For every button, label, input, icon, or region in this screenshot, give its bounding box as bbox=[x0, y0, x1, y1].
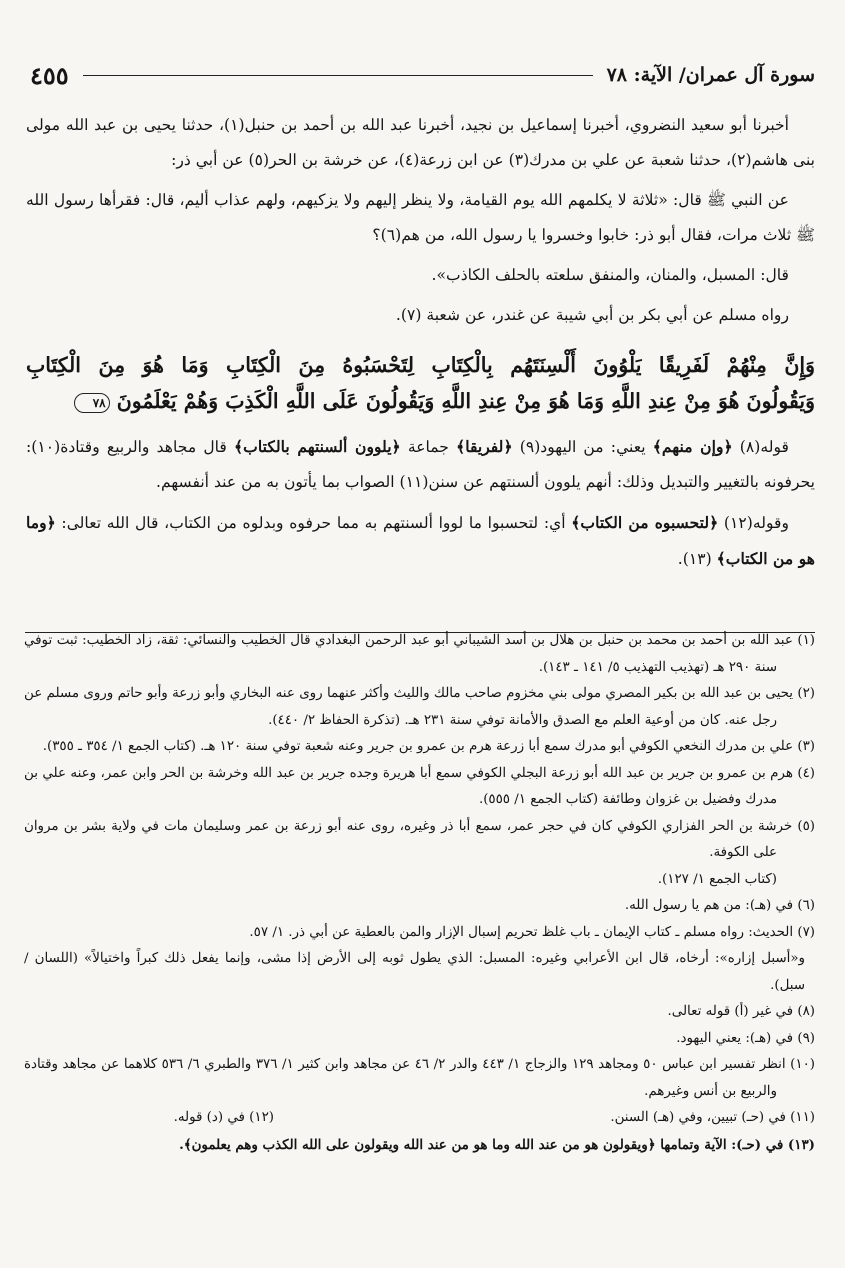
main-text bbox=[26, 108, 815, 582]
text-span: وقوله(١٢) bbox=[718, 514, 789, 532]
quoted-phrase: ﴿لفريقا﴾ bbox=[456, 437, 513, 456]
footnote-11: (١١) في (حـ) تبيين، وفي (هـ) السنن. bbox=[610, 1110, 815, 1125]
text-span: قال مجاهد والربيع وقتادة(١٠): يحرفونه بالتغيير والتبديل وذلك: أنهم يلوون ألسنتهم عن سنن(١١) الصواب بما يأتون به من عند أنفسهم. bbox=[26, 438, 815, 491]
footnote-6: (٦) في (هـ): من هم يا رسول الله. bbox=[624, 898, 815, 913]
footnote-7: (٧) الحديث: رواه مسلم ـ كتاب الإيمان ـ باب غلظ تحريم إسبال الإزار والمن بالعطية عن أبي ذر. ١/ ٥٧. bbox=[249, 924, 815, 940]
footnote-13: (١٣) في (حـ): الآية وتمامها ﴿ويقولون هو من عند الله وما هو من عند الله ويقولون على الله الكذب وهم يعلمون﴾. bbox=[179, 1136, 815, 1153]
text-span: يعني: من اليهود(٩) bbox=[512, 438, 653, 456]
paragraph-tafsir-2 bbox=[26, 505, 815, 577]
page-header bbox=[30, 62, 815, 88]
text-span: قوله(٨) bbox=[732, 438, 789, 456]
footnote-9: (٩) في (هـ): يعني اليهود. bbox=[676, 1030, 815, 1046]
footnote-5-ref: (كتاب الجمع ١/ ١٢٧). bbox=[657, 871, 777, 887]
paragraph-isnad: أخبرنا أبو سعيد النضروي، أخبرنا إسماعيل بن نجيد، أخبرنا عبد الله بن أحمد بن حنبل(١)، حدثنا يحيى بن عبد الله مولى بنى هاشم(٢)، حدثنا شعبة عن علي بن مدرك(٣) عن ابن زرعة(٤)، عن خرشة بن الحر(٥) عن أبي ذر: bbox=[26, 116, 815, 169]
quoted-phrase: ﴿لتحسبوه من الكتاب﴾ bbox=[571, 513, 719, 532]
ayah-number-marker: ٧٨ bbox=[74, 393, 110, 413]
footnote-8: (٨) في غير (أ) قوله تعالى. bbox=[667, 1004, 815, 1019]
paragraph-takhrij: رواه مسلم عن أبي بكر بن أبي شيبة عن غندر، عن شعبة (٧). bbox=[395, 306, 789, 324]
quoted-phrase: ﴿يلوون ألسنتهم بالكتاب﴾ bbox=[234, 437, 401, 456]
footnote-10: (١٠) انظر تفسير ابن عباس ٥٠ ومجاهد ١٢٩ والزجاج ١/ ٤٤٣ والدر ٢/ ٤٦ عن مجاهد وابن كثير ١/ ٣٧٦ والطبري ٦/ ٥٣٦ كلاهما عن مجاهد وقتادة والربيع بن أنس وغيرهم. bbox=[24, 1057, 815, 1099]
quran-verse bbox=[26, 347, 815, 419]
footnote-2: (٢) يحيى بن عبد الله بن بكير المصري مولى بني مخزوم صاحب مالك والليث وأكثر عنهما روى عنه البخاري وأبو زرعة وأبو حاتم وروى مسلم عن رجل عنه. كان من أوعية العلم مع الصدق والأمانة توفي سنة ٢٣١ هـ. (تذكرة الحفاظ ٢/ ٤٤٠). bbox=[24, 686, 815, 728]
footnote-5: (٥) خرشة بن الحر الفزاري الكوفي كان في حجر عمر، سمع أبا ذر وغيره، روى عنه أبو زرعة بن عمر وسليمان مات في ولاية بشر بن مروان على الكوفة. bbox=[24, 818, 815, 860]
verse-line-2: وَيَقُولُونَ هُوَ مِنْ عِندِ اللَّهِ وَمَا هُوَ مِنْ عِندِ اللَّهِ وَيَقُولُونَ عَلَى اللَّهِ الْكَذِبَ وَهُمْ يَعْلَمُونَ bbox=[116, 389, 815, 413]
header-rule bbox=[83, 75, 593, 76]
text-span: أي: لتحسبوا ما لووا ألسنتهم به مما حرفوه وبدلوه من الكتاب، قال الله تعالى: bbox=[55, 514, 572, 532]
running-title: سورة آل عمران/ الآية: ٧٨ bbox=[606, 64, 815, 86]
paragraph-tafsir-1 bbox=[26, 429, 815, 500]
footnote-3: (٣) علي بن مدرك النخعي الكوفي أبو مدرك سمع أبا زرعة هرم بن عمرو بن جرير وعنه شعبة توفي سنة ١٢٠ هـ. (كتاب الجمع ١/ ٣٥٤ ـ ٣٥٥). bbox=[42, 739, 815, 754]
page-number: ٤٥٥ bbox=[30, 60, 69, 90]
paragraph-hadith-end: قال: المسبل، والمنان، والمنفق سلعته بالحلف الكاذب». bbox=[431, 266, 789, 284]
quoted-phrase: ﴿وإن منهم﴾ bbox=[652, 437, 733, 456]
footnote-4: (٤) هرم بن عمرو بن جرير بن عبد الله أبو زرعة البجلي الكوفي سمع أبا هريرة وجده جرير بن عبد الله وخرشة بن الحر وابن عمر، وعنه علي بن مدرك وفضيل بن غزوان وطائفة (كتاب الجمع ١/ ٥٥٥). bbox=[24, 765, 815, 807]
footnote-row-11-12 bbox=[24, 1105, 815, 1132]
paragraph-hadith: عن النبي ﷺ قال: «ثلاثة لا يكلمهم الله يوم القيامة، ولا ينظر إليهم ولا يزكيهم، ولهم عذاب أليم، قال: فقرأها رسول الله ﷺ ثلاث مرات، فقال أبو ذر: خابوا وخسروا يا رسول الله، من هم(٦)؟ bbox=[26, 191, 815, 244]
text-span: (١٣). bbox=[677, 550, 717, 568]
footnote-1: (١) عبد الله بن أحمد بن محمد بن حنبل بن هلال بن أسد الشيباني أبو عبد الرحمن البغدادي قال الخطيب والنسائي: ثقة، زاد الخطيب: ثبت توفي سنة ٢٩٠ هـ (تهذيب التهذيب ٥/ ١٤١ ـ ١٤٣). bbox=[24, 633, 815, 675]
footnotes bbox=[24, 628, 815, 1158]
verse-line-2-wrap bbox=[26, 383, 815, 419]
text-span: جماعة bbox=[400, 438, 457, 456]
footnote-7-gloss: و«أسبل إزاره»: أرخاه، قال ابن الأعرابي وغيره: المسبل: الذي يطول ثوبه إلى الأرض إذا مشى، وإنما يفعل ذلك كبراً واختيالاً» (اللسان / سبل). bbox=[24, 951, 805, 993]
verse-line-1: وَإِنَّ مِنْهُمْ لَفَرِيقًا يَلْوُونَ أَلْسِنَتَهُم بِالْكِتَابِ لِتَحْسَبُوهُ مِنَ الْكِتَابِ وَمَا هُوَ مِنَ الْكِتَابِ bbox=[26, 353, 815, 377]
footnote-12: (١٢) في (د) قوله. bbox=[173, 1110, 274, 1125]
quoted-phrase: ﴿وما هو من الكتاب﴾ bbox=[26, 513, 815, 568]
